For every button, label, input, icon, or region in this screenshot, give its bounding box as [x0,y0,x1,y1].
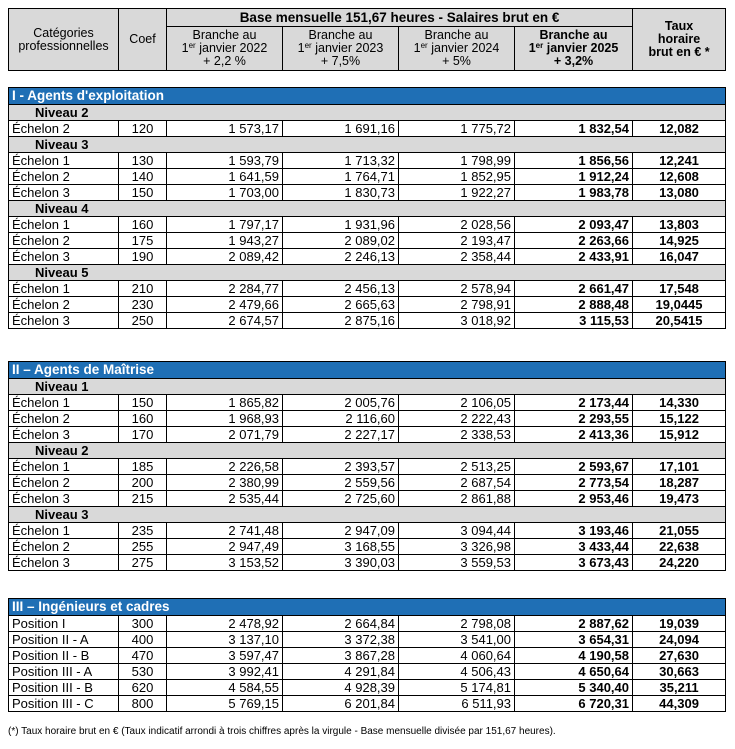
section-title: I - Agents d'exploitation [9,88,726,105]
table-row [9,249,726,265]
cell-2022: 1 593,79 [167,153,283,169]
cell-2024: 1 852,95 [399,169,515,185]
table-row [9,648,726,664]
cell-hourly-rate: 15,122 [633,411,726,427]
cell-2025: 4 650,64 [515,664,633,680]
cell-2023: 1 830,73 [283,185,399,201]
cell-2023: 2 227,17 [283,427,399,443]
table-row [9,539,726,555]
cell-coef: 275 [119,555,167,571]
cell-2023: 1 713,32 [283,153,399,169]
cell-2024: 1 798,99 [399,153,515,169]
cell-hourly-rate: 12,082 [633,121,726,137]
cell-hourly-rate: 14,330 [633,395,726,411]
cell-hourly-rate: 24,220 [633,555,726,571]
level-title: Niveau 3 [9,507,726,523]
cell-2022: 2 479,66 [167,297,283,313]
cell-2024: 3 326,98 [399,539,515,555]
cell-2024: 1 775,72 [399,121,515,137]
cell-2024: 6 511,93 [399,696,515,712]
table-row [9,491,726,507]
cell-2023: 2 875,16 [283,313,399,329]
cell-2023: 3 867,28 [283,648,399,664]
cell-hourly-rate: 19,0445 [633,297,726,313]
table-row [9,664,726,680]
cell-2023: 1 931,96 [283,217,399,233]
cell-2022: 2 226,58 [167,459,283,475]
cell-coef: 530 [119,664,167,680]
cell-hourly-rate: 16,047 [633,249,726,265]
cell-coef: 130 [119,153,167,169]
cell-coef: 800 [119,696,167,712]
header-coef: Coef [119,9,167,71]
cell-coef: 190 [119,249,167,265]
cell-2023: 2 005,76 [283,395,399,411]
table-row [9,153,726,169]
section-table [8,598,726,712]
cell-2024: 4 060,64 [399,648,515,664]
cell-category: Échelon 1 [9,459,119,475]
cell-2025: 2 173,44 [515,395,633,411]
cell-hourly-rate: 12,241 [633,153,726,169]
cell-2023: 2 559,56 [283,475,399,491]
cell-2025: 5 340,40 [515,680,633,696]
cell-2023: 4 928,39 [283,680,399,696]
cell-hourly-rate: 35,211 [633,680,726,696]
level-title: Niveau 4 [9,201,726,217]
cell-coef: 620 [119,680,167,696]
cell-coef: 175 [119,233,167,249]
cell-2023: 1 764,71 [283,169,399,185]
cell-2022: 1 797,17 [167,217,283,233]
cell-2025: 1 856,56 [515,153,633,169]
cell-2024: 2 222,43 [399,411,515,427]
cell-2023: 2 725,60 [283,491,399,507]
level-title: Niveau 5 [9,265,726,281]
cell-2025: 2 773,54 [515,475,633,491]
cell-2025: 3 673,43 [515,555,633,571]
cell-category: Position I [9,616,119,632]
table-row [9,313,726,329]
cell-coef: 150 [119,185,167,201]
cell-2022: 2 380,99 [167,475,283,491]
cell-coef: 185 [119,459,167,475]
cell-2025: 2 661,47 [515,281,633,297]
cell-category: Échelon 2 [9,297,119,313]
cell-2024: 5 174,81 [399,680,515,696]
cell-hourly-rate: 21,055 [633,523,726,539]
cell-2024: 3 541,00 [399,632,515,648]
header-group-title: Base mensuelle 151,67 heures - Salaires brut en € [167,9,633,27]
cell-2022: 1 943,27 [167,233,283,249]
cell-2022: 4 584,55 [167,680,283,696]
cell-coef: 140 [119,169,167,185]
cell-2025: 3 433,44 [515,539,633,555]
cell-coef: 120 [119,121,167,137]
section-table [8,361,726,571]
cell-hourly-rate: 27,630 [633,648,726,664]
cell-hourly-rate: 12,608 [633,169,726,185]
table-row [9,217,726,233]
cell-2024: 4 506,43 [399,664,515,680]
cell-2024: 2 578,94 [399,281,515,297]
cell-2024: 3 559,53 [399,555,515,571]
cell-2023: 6 201,84 [283,696,399,712]
cell-coef: 230 [119,297,167,313]
cell-coef: 150 [119,395,167,411]
cell-coef: 250 [119,313,167,329]
cell-category: Position III - C [9,696,119,712]
cell-2024: 2 193,47 [399,233,515,249]
cell-coef: 300 [119,616,167,632]
cell-category: Échelon 1 [9,153,119,169]
cell-2025: 3 654,31 [515,632,633,648]
cell-2024: 2 798,91 [399,297,515,313]
cell-2025: 2 887,62 [515,616,633,632]
level-title: Niveau 2 [9,105,726,121]
cell-2022: 5 769,15 [167,696,283,712]
cell-2022: 1 573,17 [167,121,283,137]
cell-2022: 3 597,47 [167,648,283,664]
cell-category: Échelon 1 [9,523,119,539]
cell-hourly-rate: 20,5415 [633,313,726,329]
table-row [9,185,726,201]
level-title: Niveau 1 [9,379,726,395]
table-row [9,121,726,137]
table-row [9,281,726,297]
cell-2022: 3 992,41 [167,664,283,680]
cell-2022: 2 535,44 [167,491,283,507]
cell-hourly-rate: 13,803 [633,217,726,233]
cell-category: Position II - A [9,632,119,648]
cell-2022: 2 674,57 [167,313,283,329]
cell-2024: 2 028,56 [399,217,515,233]
cell-2023: 2 665,63 [283,297,399,313]
cell-category: Échelon 3 [9,555,119,571]
cell-2022: 1 703,00 [167,185,283,201]
cell-coef: 200 [119,475,167,491]
cell-hourly-rate: 15,912 [633,427,726,443]
cell-category: Échelon 3 [9,313,119,329]
table-header [8,8,726,71]
cell-2023: 1 691,16 [283,121,399,137]
table-row [9,395,726,411]
section-title: II – Agents de Maîtrise [9,362,726,379]
table-row [9,427,726,443]
cell-coef: 255 [119,539,167,555]
cell-2023: 2 456,13 [283,281,399,297]
header-2025: Branche au 1er janvier 2025 + 3,2% [515,27,633,71]
cell-hourly-rate: 22,638 [633,539,726,555]
cell-2024: 1 922,27 [399,185,515,201]
cell-coef: 400 [119,632,167,648]
cell-2022: 2 089,42 [167,249,283,265]
cell-2024: 2 687,54 [399,475,515,491]
cell-2024: 2 358,44 [399,249,515,265]
cell-2024: 2 798,08 [399,616,515,632]
cell-2023: 3 372,38 [283,632,399,648]
cell-2025: 1 912,24 [515,169,633,185]
cell-hourly-rate: 19,473 [633,491,726,507]
table-row [9,475,726,491]
cell-2025: 3 115,53 [515,313,633,329]
cell-2022: 1 865,82 [167,395,283,411]
cell-category: Échelon 3 [9,249,119,265]
cell-2025: 2 433,91 [515,249,633,265]
header-categories: Catégories professionnelles [9,9,119,71]
section-table [8,87,726,329]
cell-category: Position III - B [9,680,119,696]
cell-category: Échelon 3 [9,185,119,201]
cell-2023: 2 947,09 [283,523,399,539]
section-title: III – Ingénieurs et cadres [9,599,726,616]
cell-hourly-rate: 13,080 [633,185,726,201]
table-row [9,169,726,185]
cell-2023: 2 246,13 [283,249,399,265]
cell-2025: 3 193,46 [515,523,633,539]
cell-hourly-rate: 17,548 [633,281,726,297]
cell-category: Échelon 1 [9,217,119,233]
cell-hourly-rate: 18,287 [633,475,726,491]
cell-2023: 2 664,84 [283,616,399,632]
cell-category: Échelon 2 [9,411,119,427]
cell-category: Position II - B [9,648,119,664]
cell-category: Échelon 1 [9,281,119,297]
cell-2022: 2 741,48 [167,523,283,539]
cell-2024: 2 106,05 [399,395,515,411]
table-row [9,297,726,313]
level-title: Niveau 3 [9,137,726,153]
cell-coef: 215 [119,491,167,507]
cell-category: Échelon 3 [9,427,119,443]
cell-2022: 3 137,10 [167,632,283,648]
cell-2025: 1 832,54 [515,121,633,137]
cell-2025: 6 720,31 [515,696,633,712]
cell-2023: 3 168,55 [283,539,399,555]
cell-2022: 2 071,79 [167,427,283,443]
cell-2024: 2 513,25 [399,459,515,475]
cell-2022: 1 968,93 [167,411,283,427]
cell-category: Échelon 1 [9,395,119,411]
cell-category: Position III - A [9,664,119,680]
cell-hourly-rate: 24,094 [633,632,726,648]
cell-2025: 2 888,48 [515,297,633,313]
cell-2024: 3 094,44 [399,523,515,539]
cell-2023: 2 393,57 [283,459,399,475]
cell-coef: 170 [119,427,167,443]
table-row [9,696,726,712]
cell-2023: 2 089,02 [283,233,399,249]
cell-2022: 3 153,52 [167,555,283,571]
cell-2025: 2 593,67 [515,459,633,475]
cell-category: Échelon 2 [9,233,119,249]
cell-coef: 160 [119,411,167,427]
cell-coef: 210 [119,281,167,297]
cell-2023: 2 116,60 [283,411,399,427]
cell-2025: 2 263,66 [515,233,633,249]
table-row [9,459,726,475]
cell-2023: 3 390,03 [283,555,399,571]
cell-2025: 2 953,46 [515,491,633,507]
footnote: (*) Taux horaire brut en € (Taux indicatif arrondi à trois chiffres après la virgule - Base mensuelle divisée par 151,67 heures). [8,726,556,737]
cell-2022: 1 641,59 [167,169,283,185]
cell-hourly-rate: 19,039 [633,616,726,632]
cell-2022: 2 284,77 [167,281,283,297]
cell-2025: 2 093,47 [515,217,633,233]
table-row [9,616,726,632]
cell-hourly-rate: 14,925 [633,233,726,249]
cell-2025: 2 413,36 [515,427,633,443]
cell-2024: 2 861,88 [399,491,515,507]
cell-2023: 4 291,84 [283,664,399,680]
cell-category: Échelon 2 [9,169,119,185]
header-hourly-rate: Taux horaire brut en € * [633,9,726,71]
level-title: Niveau 2 [9,443,726,459]
cell-2024: 3 018,92 [399,313,515,329]
header-2024: Branche au 1er janvier 2024 + 5% [399,27,515,71]
table-row [9,523,726,539]
table-row [9,680,726,696]
cell-coef: 470 [119,648,167,664]
header-2022: Branche au 1er janvier 2022 + 2,2 % [167,27,283,71]
header-2023: Branche au 1er janvier 2023 + 7,5% [283,27,399,71]
table-row [9,632,726,648]
cell-2022: 2 478,92 [167,616,283,632]
cell-2025: 2 293,55 [515,411,633,427]
cell-category: Échelon 3 [9,491,119,507]
cell-hourly-rate: 30,663 [633,664,726,680]
cell-hourly-rate: 44,309 [633,696,726,712]
cell-category: Échelon 2 [9,121,119,137]
cell-coef: 160 [119,217,167,233]
cell-coef: 235 [119,523,167,539]
cell-2024: 2 338,53 [399,427,515,443]
table-row [9,411,726,427]
table-row [9,233,726,249]
cell-2025: 4 190,58 [515,648,633,664]
cell-2025: 1 983,78 [515,185,633,201]
cell-category: Échelon 2 [9,475,119,491]
table-row [9,555,726,571]
cell-hourly-rate: 17,101 [633,459,726,475]
cell-category: Échelon 2 [9,539,119,555]
cell-2022: 2 947,49 [167,539,283,555]
